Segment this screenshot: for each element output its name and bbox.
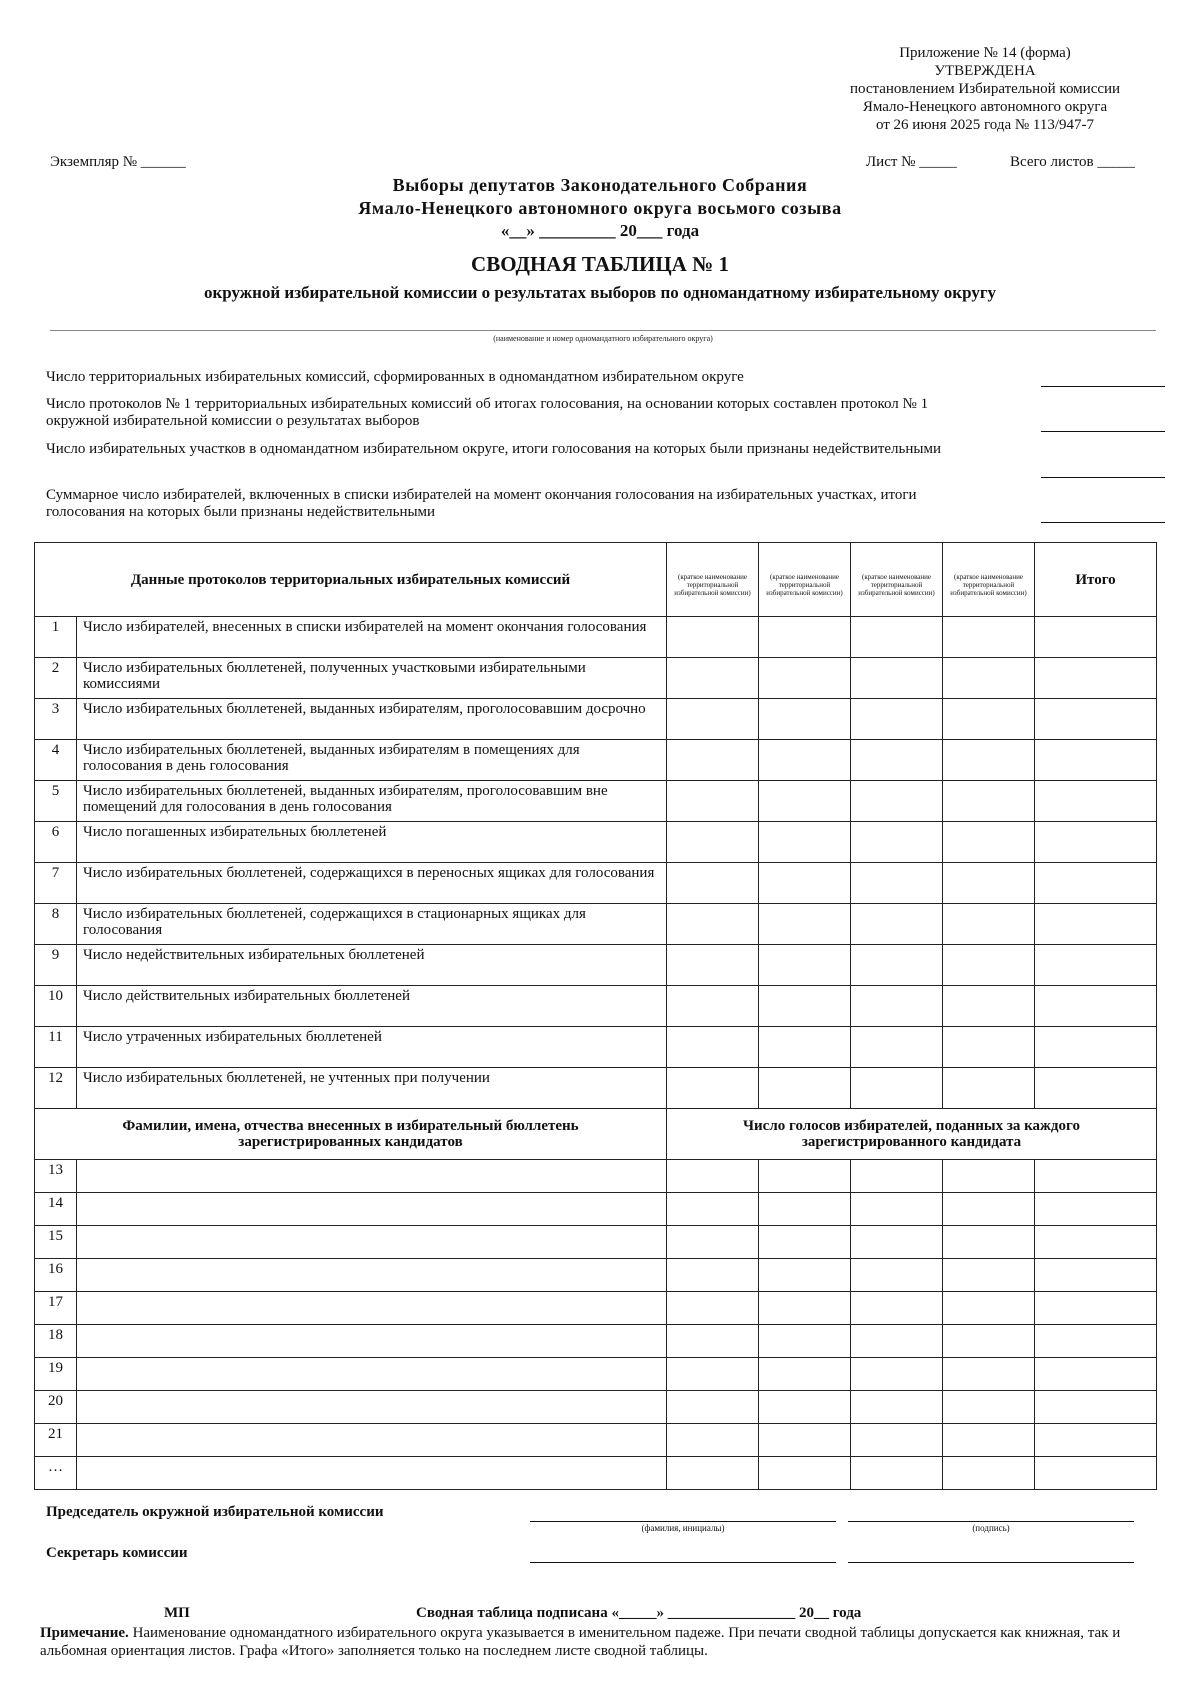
row-number: 11 (35, 1027, 77, 1068)
value-cell[interactable] (759, 1027, 851, 1068)
votes-cell[interactable] (1035, 1391, 1157, 1424)
secretary-label: Секретарь комиссии (46, 1545, 188, 1561)
value-cell[interactable] (851, 699, 943, 740)
row-label: Число избирательных бюллетеней, содержащихся в стационарных ящиках для голосования (77, 904, 667, 945)
value-cell[interactable] (667, 740, 759, 781)
votes-cell[interactable] (667, 1424, 759, 1457)
value-cell[interactable] (1035, 945, 1157, 986)
chair-label: Председатель окружной избирательной комиссии (46, 1504, 384, 1520)
votes-cell[interactable] (943, 1226, 1035, 1259)
row-number: 8 (35, 904, 77, 945)
candidate-name-cell[interactable] (77, 1160, 667, 1193)
value-cell[interactable] (759, 945, 851, 986)
row-label: Число избирательных бюллетеней, выданных избирателям в помещениях для голосования в день голосования (77, 740, 667, 781)
row-number: 17 (35, 1292, 77, 1325)
row-label: Число погашенных избирательных бюллетеней (77, 822, 667, 863)
votes-cell[interactable] (851, 1391, 943, 1424)
info-line-3: Число избирательных участков в одномандатном избирательном округе, итоги голосования на которых были признаны недействительными (46, 441, 942, 457)
value-cell[interactable] (667, 945, 759, 986)
candidate-name-cell[interactable] (77, 1457, 667, 1490)
signed-date-line: Сводная таблица подписана «_____» _________________ 20__ года (416, 1605, 862, 1621)
footnote-text: Наименование одномандатного избирательного округа указывается в именительном падеже. При печати сводной таблицы допускается как книжная, так и альбомная ориентация листов. Графа «Итого» заполняется только на последнем листе сводной таблицы. (40, 1625, 1121, 1659)
row-label: Число избирательных бюллетеней, не учтенных при получении (77, 1068, 667, 1109)
votes-cell[interactable] (943, 1292, 1035, 1325)
candidate-row (35, 1358, 1157, 1391)
votes-cell[interactable] (1035, 1160, 1157, 1193)
info-line-2: Число протоколов № 1 территориальных избирательных комиссий об итогах голосования, на основании которых составлен протокол № 1 окружной избирательной комиссии о результатах выборов (46, 396, 929, 429)
table-row (35, 822, 1157, 863)
row-number: 5 (35, 781, 77, 822)
value-cell[interactable] (851, 781, 943, 822)
table-row (35, 1027, 1157, 1068)
election-date: «__» _________ 20___ года (500, 221, 700, 240)
total-column-header: Итого (1035, 543, 1157, 617)
votes-cell[interactable] (943, 1424, 1035, 1457)
votes-cell[interactable] (667, 1193, 759, 1226)
votes-cell[interactable] (667, 1325, 759, 1358)
row-number: … (35, 1457, 77, 1490)
value-cell[interactable] (759, 863, 851, 904)
row-number: 14 (35, 1193, 77, 1226)
total-sheets: Всего листов _____ (1010, 154, 1135, 170)
votes-cell[interactable] (667, 1292, 759, 1325)
value-cell[interactable] (1035, 699, 1157, 740)
value-cell[interactable] (851, 945, 943, 986)
chair-name-line (530, 1521, 836, 1522)
value-cell[interactable] (943, 740, 1035, 781)
value-cell[interactable] (759, 781, 851, 822)
value-cell[interactable] (667, 617, 759, 658)
election-title-line2: Ямало-Ненецкого автономного округа восьмого созыва (358, 198, 842, 218)
row-number: 2 (35, 658, 77, 699)
value-cell[interactable] (1035, 617, 1157, 658)
value-cell[interactable] (759, 617, 851, 658)
footnote (40, 1624, 1170, 1660)
row-number: 4 (35, 740, 77, 781)
value-cell[interactable] (1035, 1027, 1157, 1068)
votes-cell[interactable] (667, 1259, 759, 1292)
row-label: Число действительных избирательных бюллетеней (77, 986, 667, 1027)
candidates-header-row (35, 1109, 1157, 1160)
table-row (35, 699, 1157, 740)
votes-cell[interactable] (851, 1259, 943, 1292)
election-title-line1: Выборы депутатов Законодательного Собрания (392, 175, 808, 195)
chair-signature-caption: (подпись) (972, 1523, 1010, 1533)
row-number: 13 (35, 1160, 77, 1193)
votes-header: Число голосов избирателей, поданных за каждого зарегистрированного кандидата (667, 1109, 1157, 1160)
candidate-name-cell[interactable] (77, 1391, 667, 1424)
candidate-name-cell[interactable] (77, 1226, 667, 1259)
votes-cell[interactable] (943, 1259, 1035, 1292)
approved-by-line2: Ямало-Ненецкого автономного округа (862, 99, 1108, 115)
value-cell[interactable] (851, 986, 943, 1027)
row-number: 19 (35, 1358, 77, 1391)
commission-column-2: (краткое наименование территориальной избирательной комиссии) (759, 543, 851, 617)
value-cell[interactable] (851, 1068, 943, 1109)
value-cell[interactable] (943, 904, 1035, 945)
commission-column-4: (краткое наименование территориальной избирательной комиссии) (943, 543, 1035, 617)
votes-cell[interactable] (667, 1457, 759, 1490)
row-number: 15 (35, 1226, 77, 1259)
approved-label: УТВЕРЖДЕНА (934, 63, 1036, 79)
votes-cell[interactable] (667, 1391, 759, 1424)
value-cell[interactable] (1035, 781, 1157, 822)
seal-label: МП (164, 1605, 190, 1621)
value-cell[interactable] (759, 986, 851, 1027)
row-label: Число избирателей, внесенных в списки избирателей на момент окончания голосования (77, 617, 667, 658)
value-cell[interactable] (667, 904, 759, 945)
table-row (35, 658, 1157, 699)
table-row (35, 945, 1157, 986)
value-cell[interactable] (943, 1027, 1035, 1068)
row-label: Число недействительных избирательных бюллетеней (77, 945, 667, 986)
row-label: Число избирательных бюллетеней, содержащихся в переносных ящиках для голосования (77, 863, 667, 904)
chair-signature-line (848, 1521, 1134, 1522)
value-cell[interactable] (1035, 863, 1157, 904)
value-cell[interactable] (851, 1027, 943, 1068)
commission-column-1: (краткое наименование территориальной избирательной комиссии) (667, 543, 759, 617)
row-number: 16 (35, 1259, 77, 1292)
votes-cell[interactable] (851, 1424, 943, 1457)
votes-cell[interactable] (759, 1457, 851, 1490)
votes-cell[interactable] (759, 1391, 851, 1424)
value-cell[interactable] (1035, 740, 1157, 781)
page-subtitle: окружной избирательной комиссии о результатах выборов по одномандатному избирательному округу (203, 283, 997, 302)
candidate-row (35, 1193, 1157, 1226)
info-blank-4 (1041, 522, 1165, 523)
commission-column-3: (краткое наименование территориальной избирательной комиссии) (851, 543, 943, 617)
value-cell[interactable] (1035, 904, 1157, 945)
table-row (35, 863, 1157, 904)
candidate-row (35, 1226, 1157, 1259)
value-cell[interactable] (759, 658, 851, 699)
votes-cell[interactable] (1035, 1292, 1157, 1325)
candidates-header: Фамилии, имена, отчества внесенных в избирательный бюллетень зарегистрированных кандидатов (35, 1109, 667, 1160)
votes-cell[interactable] (851, 1193, 943, 1226)
votes-cell[interactable] (1035, 1259, 1157, 1292)
row-number: 9 (35, 945, 77, 986)
row-label: Число избирательных бюллетеней, полученных участковыми избирательными комиссиями (77, 658, 667, 699)
table-header-label: Данные протоколов территориальных избирательных комиссий (35, 543, 667, 617)
votes-cell[interactable] (1035, 1226, 1157, 1259)
table-row (35, 740, 1157, 781)
votes-cell[interactable] (1035, 1325, 1157, 1358)
row-number: 6 (35, 822, 77, 863)
value-cell[interactable] (667, 1068, 759, 1109)
value-cell[interactable] (759, 1068, 851, 1109)
votes-cell[interactable] (667, 1226, 759, 1259)
value-cell[interactable] (943, 863, 1035, 904)
approved-by-line1: постановлением Избирательной комиссии (849, 81, 1121, 97)
value-cell[interactable] (943, 822, 1035, 863)
candidate-row (35, 1259, 1157, 1292)
row-label: Число избирательных бюллетеней, выданных избирателям, проголосовавшим вне помещений для голосования в день голосования (77, 781, 667, 822)
value-cell[interactable] (943, 1068, 1035, 1109)
votes-cell[interactable] (759, 1325, 851, 1358)
value-cell[interactable] (943, 781, 1035, 822)
footnote-label: Примечание. (40, 1625, 129, 1641)
candidate-row (35, 1292, 1157, 1325)
row-number: 18 (35, 1325, 77, 1358)
value-cell[interactable] (943, 658, 1035, 699)
district-caption: (наименование и номер одномандатного избирательного округа) (493, 334, 713, 343)
value-cell[interactable] (667, 781, 759, 822)
votes-cell[interactable] (851, 1292, 943, 1325)
votes-cell[interactable] (943, 1457, 1035, 1490)
candidate-name-cell[interactable] (77, 1424, 667, 1457)
value-cell[interactable] (943, 945, 1035, 986)
info-blank-3 (1041, 477, 1165, 478)
votes-cell[interactable] (851, 1226, 943, 1259)
summary-table (34, 542, 1157, 1490)
votes-cell[interactable] (667, 1160, 759, 1193)
value-cell[interactable] (851, 904, 943, 945)
row-number: 20 (35, 1391, 77, 1424)
votes-cell[interactable] (851, 1358, 943, 1391)
value-cell[interactable] (851, 658, 943, 699)
candidate-name-cell[interactable] (77, 1193, 667, 1226)
value-cell[interactable] (667, 658, 759, 699)
value-cell[interactable] (667, 822, 759, 863)
district-name-line (50, 330, 1156, 331)
info-blank-2 (1041, 431, 1165, 432)
candidate-row (35, 1424, 1157, 1457)
row-number: 1 (35, 617, 77, 658)
candidate-row (35, 1457, 1157, 1490)
votes-cell[interactable] (943, 1193, 1035, 1226)
votes-cell[interactable] (851, 1457, 943, 1490)
value-cell[interactable] (667, 1027, 759, 1068)
secretary-name-line (530, 1562, 836, 1563)
value-cell[interactable] (759, 740, 851, 781)
row-number: 10 (35, 986, 77, 1027)
page-title: СВОДНАЯ ТАБЛИЦА № 1 (471, 252, 729, 276)
value-cell[interactable] (1035, 822, 1157, 863)
votes-cell[interactable] (759, 1259, 851, 1292)
value-cell[interactable] (667, 863, 759, 904)
value-cell[interactable] (851, 740, 943, 781)
value-cell[interactable] (943, 617, 1035, 658)
row-number: 3 (35, 699, 77, 740)
row-label: Число утраченных избирательных бюллетеней (77, 1027, 667, 1068)
value-cell[interactable] (667, 699, 759, 740)
votes-cell[interactable] (759, 1292, 851, 1325)
table-row (35, 1068, 1157, 1109)
votes-cell[interactable] (851, 1160, 943, 1193)
value-cell[interactable] (943, 699, 1035, 740)
votes-cell[interactable] (1035, 1457, 1157, 1490)
value-cell[interactable] (943, 986, 1035, 1027)
approval-block (820, 44, 1150, 134)
candidate-row (35, 1391, 1157, 1424)
value-cell[interactable] (667, 986, 759, 1027)
candidate-name-cell[interactable] (77, 1325, 667, 1358)
value-cell[interactable] (1035, 658, 1157, 699)
candidate-name-cell[interactable] (77, 1259, 667, 1292)
table-row (35, 617, 1157, 658)
votes-cell[interactable] (943, 1325, 1035, 1358)
info-line-4: Суммарное число избирателей, включенных в списки избирателей на момент окончания голосования на избирательных участках, итоги голосования на которых были признаны недействительными (46, 487, 917, 520)
row-number: 12 (35, 1068, 77, 1109)
value-cell[interactable] (759, 699, 851, 740)
votes-cell[interactable] (1035, 1424, 1157, 1457)
value-cell[interactable] (759, 822, 851, 863)
value-cell[interactable] (1035, 986, 1157, 1027)
copy-number: Экземпляр № ______ (50, 154, 186, 170)
row-label: Число избирательных бюллетеней, выданных избирателям, проголосовавшим досрочно (77, 699, 667, 740)
approved-by-line3: от 26 июня 2025 года № 113/947-7 (875, 117, 1095, 133)
votes-cell[interactable] (759, 1160, 851, 1193)
votes-cell[interactable] (943, 1160, 1035, 1193)
info-blank-1 (1041, 386, 1165, 387)
table-row (35, 781, 1157, 822)
value-cell[interactable] (851, 617, 943, 658)
appendix-label: Приложение № 14 (форма) (899, 45, 1071, 61)
table-header-row (35, 543, 1157, 617)
value-cell[interactable] (1035, 1068, 1157, 1109)
votes-cell[interactable] (943, 1358, 1035, 1391)
info-line-1: Число территориальных избирательных комиссий, сформированных в одномандатном избирательном округе (46, 369, 744, 385)
votes-cell[interactable] (1035, 1358, 1157, 1391)
row-number: 21 (35, 1424, 77, 1457)
table-row (35, 986, 1157, 1027)
value-cell[interactable] (851, 822, 943, 863)
candidate-row (35, 1325, 1157, 1358)
votes-cell[interactable] (851, 1325, 943, 1358)
votes-cell[interactable] (759, 1424, 851, 1457)
chair-name-caption: (фамилия, инициалы) (641, 1523, 725, 1533)
value-cell[interactable] (851, 863, 943, 904)
votes-cell[interactable] (667, 1358, 759, 1391)
candidate-name-cell[interactable] (77, 1358, 667, 1391)
votes-cell[interactable] (759, 1226, 851, 1259)
secretary-signature-line (848, 1562, 1134, 1563)
row-number: 7 (35, 863, 77, 904)
sheet-number: Лист № _____ (866, 154, 957, 170)
candidate-name-cell[interactable] (77, 1292, 667, 1325)
votes-cell[interactable] (759, 1358, 851, 1391)
candidate-row (35, 1160, 1157, 1193)
table-row (35, 904, 1157, 945)
value-cell[interactable] (759, 904, 851, 945)
votes-cell[interactable] (1035, 1193, 1157, 1226)
votes-cell[interactable] (759, 1193, 851, 1226)
votes-cell[interactable] (943, 1391, 1035, 1424)
